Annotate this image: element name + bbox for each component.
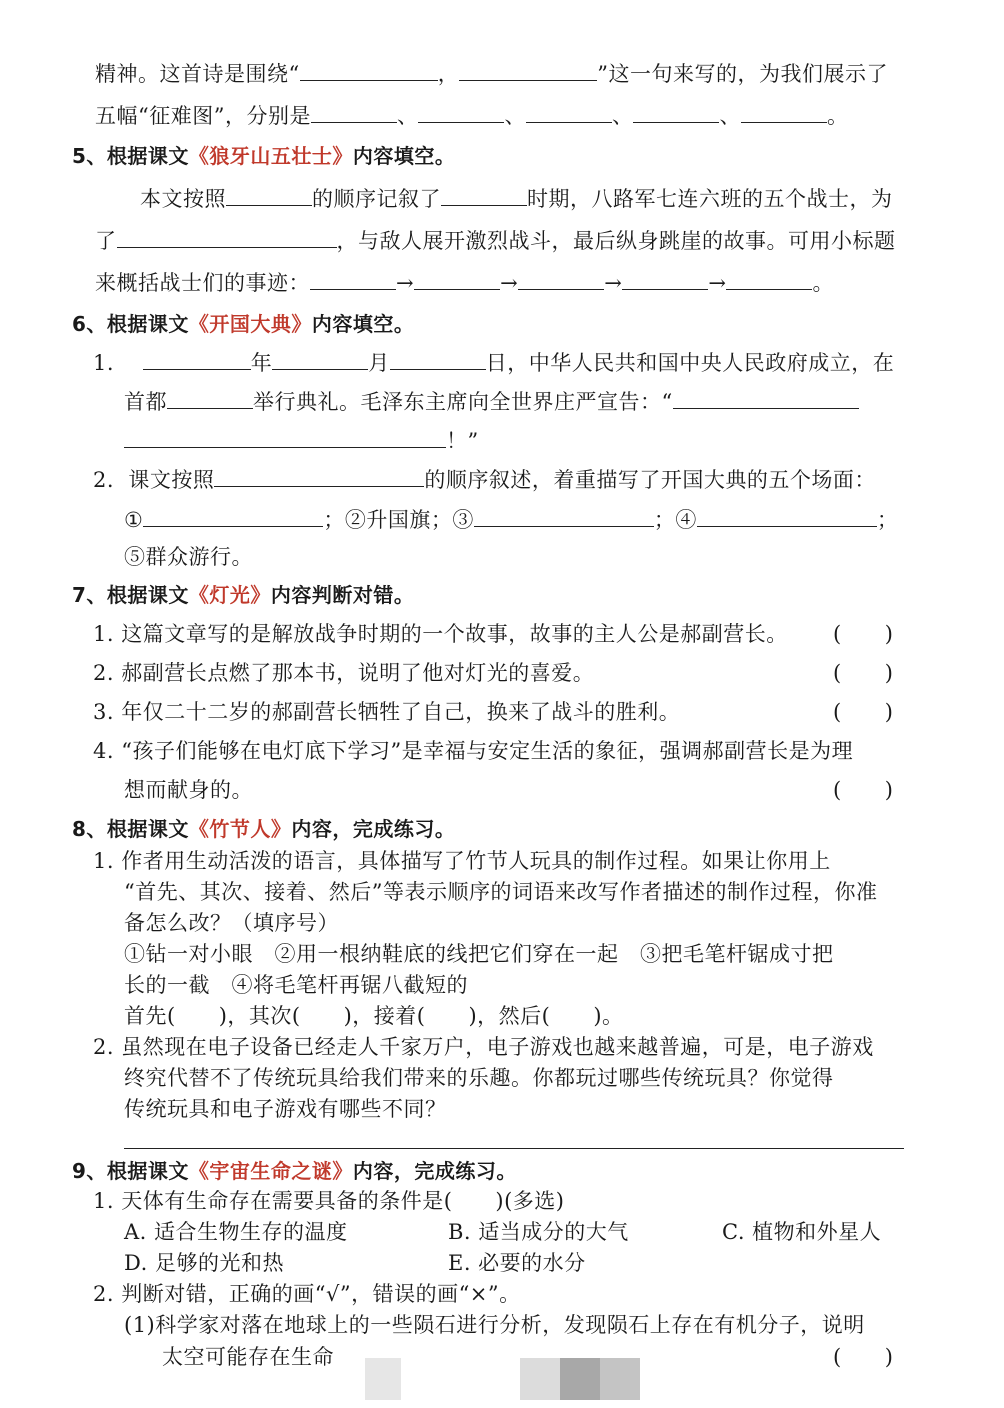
q9-item-1: 1. 天体有生命存在需要具备的条件是( )(多选) xyxy=(93,1189,565,1213)
text: 来概括战士们的事迹： xyxy=(95,271,310,295)
option-b[interactable]: B. 适当成分的大气 xyxy=(448,1220,629,1244)
text: 的顺序记叙了 xyxy=(312,187,441,211)
q6-item1-line1 xyxy=(93,347,894,378)
text: ；②升国旗；③ xyxy=(323,508,474,532)
arrow: → xyxy=(708,271,727,295)
fill-blank[interactable] xyxy=(117,225,337,248)
q8-item2-line3: 传统玩具和电子游戏有哪些不同？ xyxy=(124,1097,447,1121)
q7-item-4-cont: 想而献身的。 xyxy=(124,778,253,802)
text: 年 xyxy=(250,351,273,375)
arrow: → xyxy=(500,271,519,295)
answer-paren[interactable]: ( ) xyxy=(833,622,894,646)
text: 精神。这首诗是围绕“ xyxy=(95,62,300,86)
answer-paren[interactable]: ( ) xyxy=(833,1345,894,1369)
text: 日，中华人民共和国中央人民政府成立，在 xyxy=(485,351,895,375)
fill-blank[interactable] xyxy=(414,267,500,290)
q9-item-2-1-line1: (1)科学家对落在地球上的一些陨石进行分析，发现陨石上存在有机分子，说明 xyxy=(124,1313,865,1337)
q8-number: 8、根据课文 xyxy=(72,817,189,841)
separator: 、 xyxy=(719,104,741,128)
fill-blank[interactable] xyxy=(726,267,812,290)
q5-number: 5、根据课文 xyxy=(72,144,189,168)
fill-blank[interactable] xyxy=(697,504,877,527)
text: ，与敌人展开激烈战斗，最后纵身跳崖的故事。可用小标题 xyxy=(336,229,896,253)
q6-item2-line2 xyxy=(124,504,898,535)
item-number: 2. xyxy=(93,468,115,492)
fill-blank[interactable] xyxy=(143,347,251,370)
q9-item-2: 2. 判断对错，正确的画“√”，错误的画“×”。 xyxy=(93,1282,521,1306)
item-number: 1. xyxy=(93,351,115,375)
option-d[interactable]: D. 足够的光和热 xyxy=(124,1251,284,1275)
q6-tail: 内容填空。 xyxy=(311,312,415,336)
text: 时期，八路军七连六班的五个战士，为 xyxy=(527,187,893,211)
text: 本文按照 xyxy=(140,187,226,211)
option-c[interactable]: C. 植物和外星人 xyxy=(722,1220,882,1244)
q5-title: 《狼牙山五壮士》 xyxy=(188,144,353,168)
q8-item1-line2: “首先、其次、接着、然后”等表示顺序的词语来改写作者描述的制作过程，你准 xyxy=(124,880,878,904)
text: 了 xyxy=(95,229,117,253)
q5-line-3 xyxy=(95,267,834,298)
text: ”这一句来写的，为我们展示了 xyxy=(597,62,888,86)
fill-blank[interactable] xyxy=(622,267,708,290)
top-line-1 xyxy=(95,58,888,89)
q8-item1-line4: ①钻一对小眼 ②用一根纳鞋底的线把它们穿在一起 ③把毛笔杆锯成寸把 xyxy=(124,942,834,966)
watermark-block xyxy=(520,1358,560,1400)
q7-item-2: 2. 郝副营长点燃了那本书，说明了他对灯光的喜爱。 xyxy=(93,661,595,685)
q5-line-1 xyxy=(140,183,893,214)
watermark-block xyxy=(365,1358,401,1400)
text: 五幅“征难图”，分别是 xyxy=(95,104,311,128)
fill-blank[interactable] xyxy=(310,267,396,290)
text: 月 xyxy=(368,351,390,375)
text: 首都 xyxy=(124,390,167,414)
q8-heading xyxy=(72,814,455,844)
q7-item-1: 1. 这篇文章写的是解放战争时期的一个故事，故事的主人公是郝副营长。 xyxy=(93,622,788,646)
fill-blank[interactable] xyxy=(124,425,446,448)
fill-blank[interactable] xyxy=(474,504,654,527)
fill-blank[interactable] xyxy=(272,347,368,370)
q8-item1-line1: 1. 作者用生动活泼的语言，具体描写了竹节人玩具的制作过程。如果让你用上 xyxy=(93,849,831,873)
q6-item1-line3 xyxy=(124,425,479,456)
q6-item2-line1 xyxy=(93,464,876,495)
fill-blank[interactable] xyxy=(214,464,424,487)
fill-blank[interactable] xyxy=(633,100,719,123)
fill-blank[interactable] xyxy=(143,504,323,527)
q8-item1-answer[interactable]: 首先( )，其次( )，接着( )，然后( )。 xyxy=(124,1004,624,1028)
arrow: → xyxy=(396,271,415,295)
fill-blank[interactable] xyxy=(518,267,604,290)
q5-line-2 xyxy=(95,225,896,256)
q8-item2-line2: 终究代替不了传统玩具给我们带来的乐趣。你都玩过哪些传统玩具？你觉得 xyxy=(124,1066,834,1090)
text: ， xyxy=(437,62,460,86)
period: 。 xyxy=(812,271,834,295)
q5-tail: 内容填空。 xyxy=(352,144,456,168)
text: 的顺序叙述，着重描写了开国大典的五个场面： xyxy=(424,468,876,492)
separator: 、 xyxy=(396,104,419,128)
q8-item2-line1: 2. 虽然现在电子设备已经走人千家万户，电子游戏也越来越普遍，可是，电子游戏 xyxy=(93,1035,874,1059)
fill-blank[interactable] xyxy=(441,183,527,206)
fill-blank[interactable] xyxy=(459,58,597,81)
q7-item-4: 4. “孩子们能够在电灯底下学习”是幸福与安定生活的象征，强调郝副营长是为理 xyxy=(93,739,854,763)
fill-blank[interactable] xyxy=(226,183,312,206)
q7-number: 7、根据课文 xyxy=(72,583,189,607)
answer-line[interactable] xyxy=(124,1148,904,1149)
q6-title: 《开国大典》 xyxy=(188,312,312,336)
period: 。 xyxy=(826,104,849,128)
option-e[interactable]: E. 必要的水分 xyxy=(448,1251,586,1275)
arrow: → xyxy=(604,271,623,295)
text: ！” xyxy=(446,429,479,453)
q6-item2-line3: ⑤群众游行。 xyxy=(124,545,253,569)
text: ① xyxy=(124,508,144,532)
q8-item1-line5: 长的一截 ④将毛笔杆再锯八截短的 xyxy=(124,973,468,997)
text: ；④ xyxy=(653,508,697,532)
q8-tail: 内容，完成练习。 xyxy=(291,817,456,841)
fill-blank[interactable] xyxy=(673,386,859,409)
text: 课文按照 xyxy=(128,468,215,492)
q6-item1-line2 xyxy=(124,386,859,417)
text: ； xyxy=(876,508,899,532)
q8-title: 《竹节人》 xyxy=(188,817,292,841)
q5-heading xyxy=(72,141,455,171)
q7-item-3: 3. 年仅二十二岁的郝副营长牺牲了自己，换来了战斗的胜利。 xyxy=(93,700,681,724)
fill-blank[interactable] xyxy=(167,386,253,409)
q9-heading xyxy=(72,1156,517,1186)
fill-blank[interactable] xyxy=(300,58,438,81)
fill-blank[interactable] xyxy=(526,100,612,123)
q9-title: 《宇宙生命之谜》 xyxy=(188,1159,353,1183)
option-a[interactable]: A. 适合生物生存的温度 xyxy=(124,1220,348,1244)
q6-number: 6、根据课文 xyxy=(72,312,189,336)
q6-heading xyxy=(72,309,414,339)
q7-heading xyxy=(72,580,414,610)
q8-item1-line3: 备怎么改？（填序号） xyxy=(124,911,339,935)
answer-paren[interactable]: ( ) xyxy=(833,661,894,685)
watermark-block xyxy=(600,1358,640,1400)
text: 举行典礼。毛泽东主席向全世界庄严宣告：“ xyxy=(253,390,673,414)
answer-paren[interactable]: ( ) xyxy=(833,778,894,802)
answer-paren[interactable]: ( ) xyxy=(833,700,894,724)
fill-blank[interactable] xyxy=(311,100,397,123)
q7-tail: 内容判断对错。 xyxy=(270,583,415,607)
fill-blank[interactable] xyxy=(418,100,504,123)
watermark-block xyxy=(560,1358,600,1400)
q9-number: 9、根据课文 xyxy=(72,1159,189,1183)
q9-item-2-1-line2: 太空可能存在生命 xyxy=(162,1345,334,1369)
separator: 、 xyxy=(611,104,634,128)
top-line-2 xyxy=(95,100,848,131)
fill-blank[interactable] xyxy=(390,347,486,370)
q7-title: 《灯光》 xyxy=(188,583,271,607)
separator: 、 xyxy=(504,104,526,128)
q9-tail: 内容，完成练习。 xyxy=(352,1159,517,1183)
fill-blank[interactable] xyxy=(741,100,827,123)
